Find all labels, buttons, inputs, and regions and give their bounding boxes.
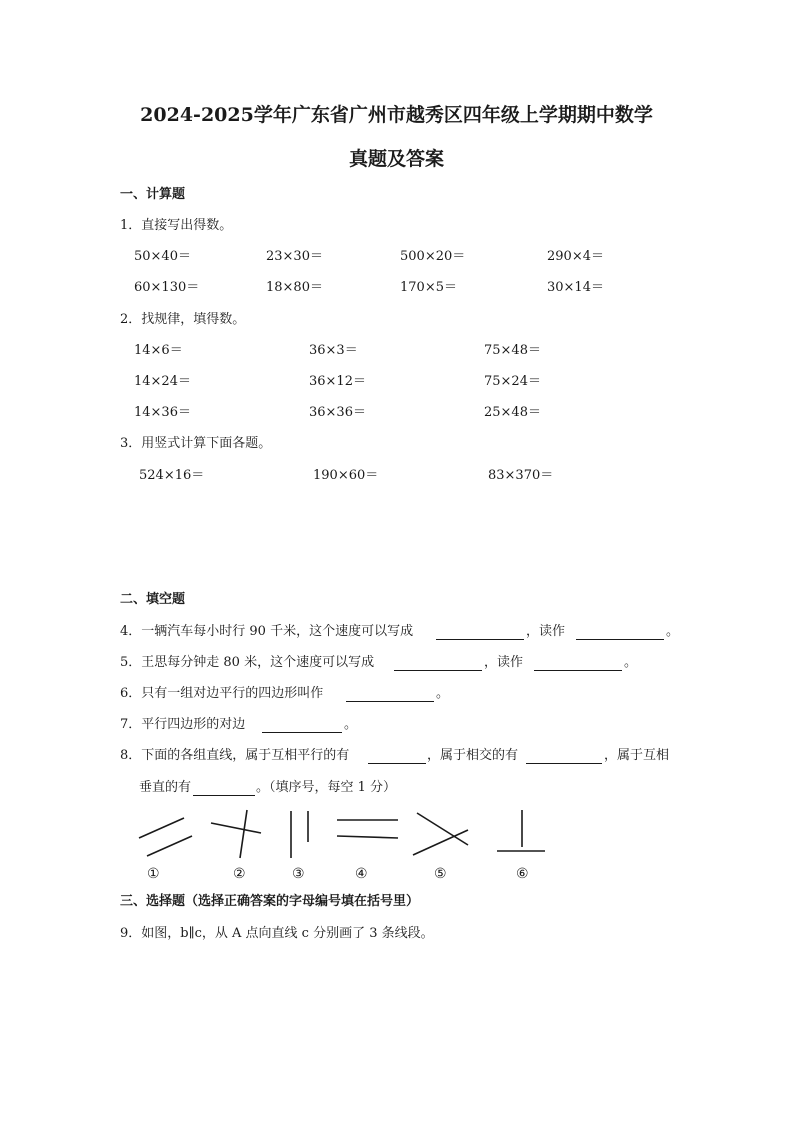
question-3-label: 3．用竖式计算下面各题。 xyxy=(120,436,272,451)
figure-label: ⑤ xyxy=(434,866,447,882)
q4-text: 。 xyxy=(666,624,680,639)
q1-item: 18×80＝ xyxy=(266,280,323,295)
line-group-2 xyxy=(211,823,261,833)
figure-label: ① xyxy=(147,866,160,882)
line-group-2 xyxy=(240,810,247,858)
q2-item: 75×48＝ xyxy=(484,343,541,358)
q2-item: 36×3＝ xyxy=(309,343,358,358)
section-heading-choice: 三、选择题（选择正确答案的字母编号填在括号里） xyxy=(120,894,420,909)
q7-text: 7．平行四边形的对边 xyxy=(120,717,246,732)
question-2-label: 2．找规律，填得数。 xyxy=(120,312,246,327)
q2-item: 14×24＝ xyxy=(134,374,191,389)
line-group-4 xyxy=(337,836,398,838)
page-subtitle: 真题及答案 xyxy=(348,148,444,170)
q8-text: ，属于互相 xyxy=(604,748,670,763)
q2-item: 75×24＝ xyxy=(484,374,541,389)
question-9-text: 9．如图，b∥c，从 A 点向直线 c 分别画了 3 条线段。 xyxy=(120,926,434,941)
q2-item: 25×48＝ xyxy=(484,405,541,420)
q1-item: 290×4＝ xyxy=(547,249,604,264)
q2-item: 36×12＝ xyxy=(309,374,366,389)
figure-label: ③ xyxy=(292,866,305,882)
q3-item: 190×60＝ xyxy=(313,468,379,483)
q1-item: 170×5＝ xyxy=(400,280,457,295)
q1-item: 30×14＝ xyxy=(547,280,604,295)
figure-label: ⑥ xyxy=(516,866,529,882)
line-group-1 xyxy=(147,836,192,856)
q5-text: 。 xyxy=(624,655,638,670)
line-group-5 xyxy=(413,830,468,855)
q7-text: 。 xyxy=(344,717,358,732)
q8-text: 。（填序号，每空 1 分） xyxy=(256,780,397,795)
line-group-1 xyxy=(139,818,184,838)
q8-blank-perpendicular[interactable] xyxy=(193,795,255,796)
section-heading-fill: 二、填空题 xyxy=(120,592,186,607)
q3-item: 524×16＝ xyxy=(139,468,205,483)
q5-blank-2[interactable] xyxy=(534,670,622,671)
line-group-5 xyxy=(417,813,468,845)
q8-text: 垂直的有 xyxy=(139,780,192,795)
q5-text: ，读作 xyxy=(484,655,524,670)
q8-text: 8．下面的各组直线，属于互相平行的有 xyxy=(120,748,350,763)
q6-blank[interactable] xyxy=(346,701,434,702)
question-1-label: 1．直接写出得数。 xyxy=(120,218,233,233)
figure-label: ④ xyxy=(355,866,368,882)
q3-item: 83×370＝ xyxy=(488,468,554,483)
q6-text: 。 xyxy=(436,686,450,701)
q1-item: 23×30＝ xyxy=(266,249,323,264)
q2-item: 36×36＝ xyxy=(309,405,366,420)
q7-blank[interactable] xyxy=(262,732,342,733)
q2-item: 14×6＝ xyxy=(134,343,183,358)
q4-text: ，读作 xyxy=(526,624,566,639)
q2-item: 14×36＝ xyxy=(134,405,191,420)
q8-blank-parallel[interactable] xyxy=(368,763,426,764)
q5-text: 5．王思每分钟走 80 米，这个速度可以写成 xyxy=(120,655,375,670)
q1-item: 60×130＝ xyxy=(134,280,200,295)
page-title: 2024-2025学年广东省广州市越秀区四年级上学期期中数学 xyxy=(140,104,653,126)
q4-blank-2[interactable] xyxy=(576,639,664,640)
figure-label: ② xyxy=(233,866,246,882)
q6-text: 6．只有一组对边平行的四边形叫作 xyxy=(120,686,324,701)
q1-item: 50×40＝ xyxy=(134,249,191,264)
q8-blank-intersect[interactable] xyxy=(526,763,602,764)
q8-text: ，属于相交的有 xyxy=(427,748,519,763)
q1-item: 500×20＝ xyxy=(400,249,466,264)
q4-blank-1[interactable] xyxy=(436,639,524,640)
section-heading-calc: 一、计算题 xyxy=(120,187,186,202)
q5-blank-1[interactable] xyxy=(394,670,482,671)
q4-text: 4．一辆汽车每小时行 90 千米，这个速度可以写成 xyxy=(120,624,414,639)
